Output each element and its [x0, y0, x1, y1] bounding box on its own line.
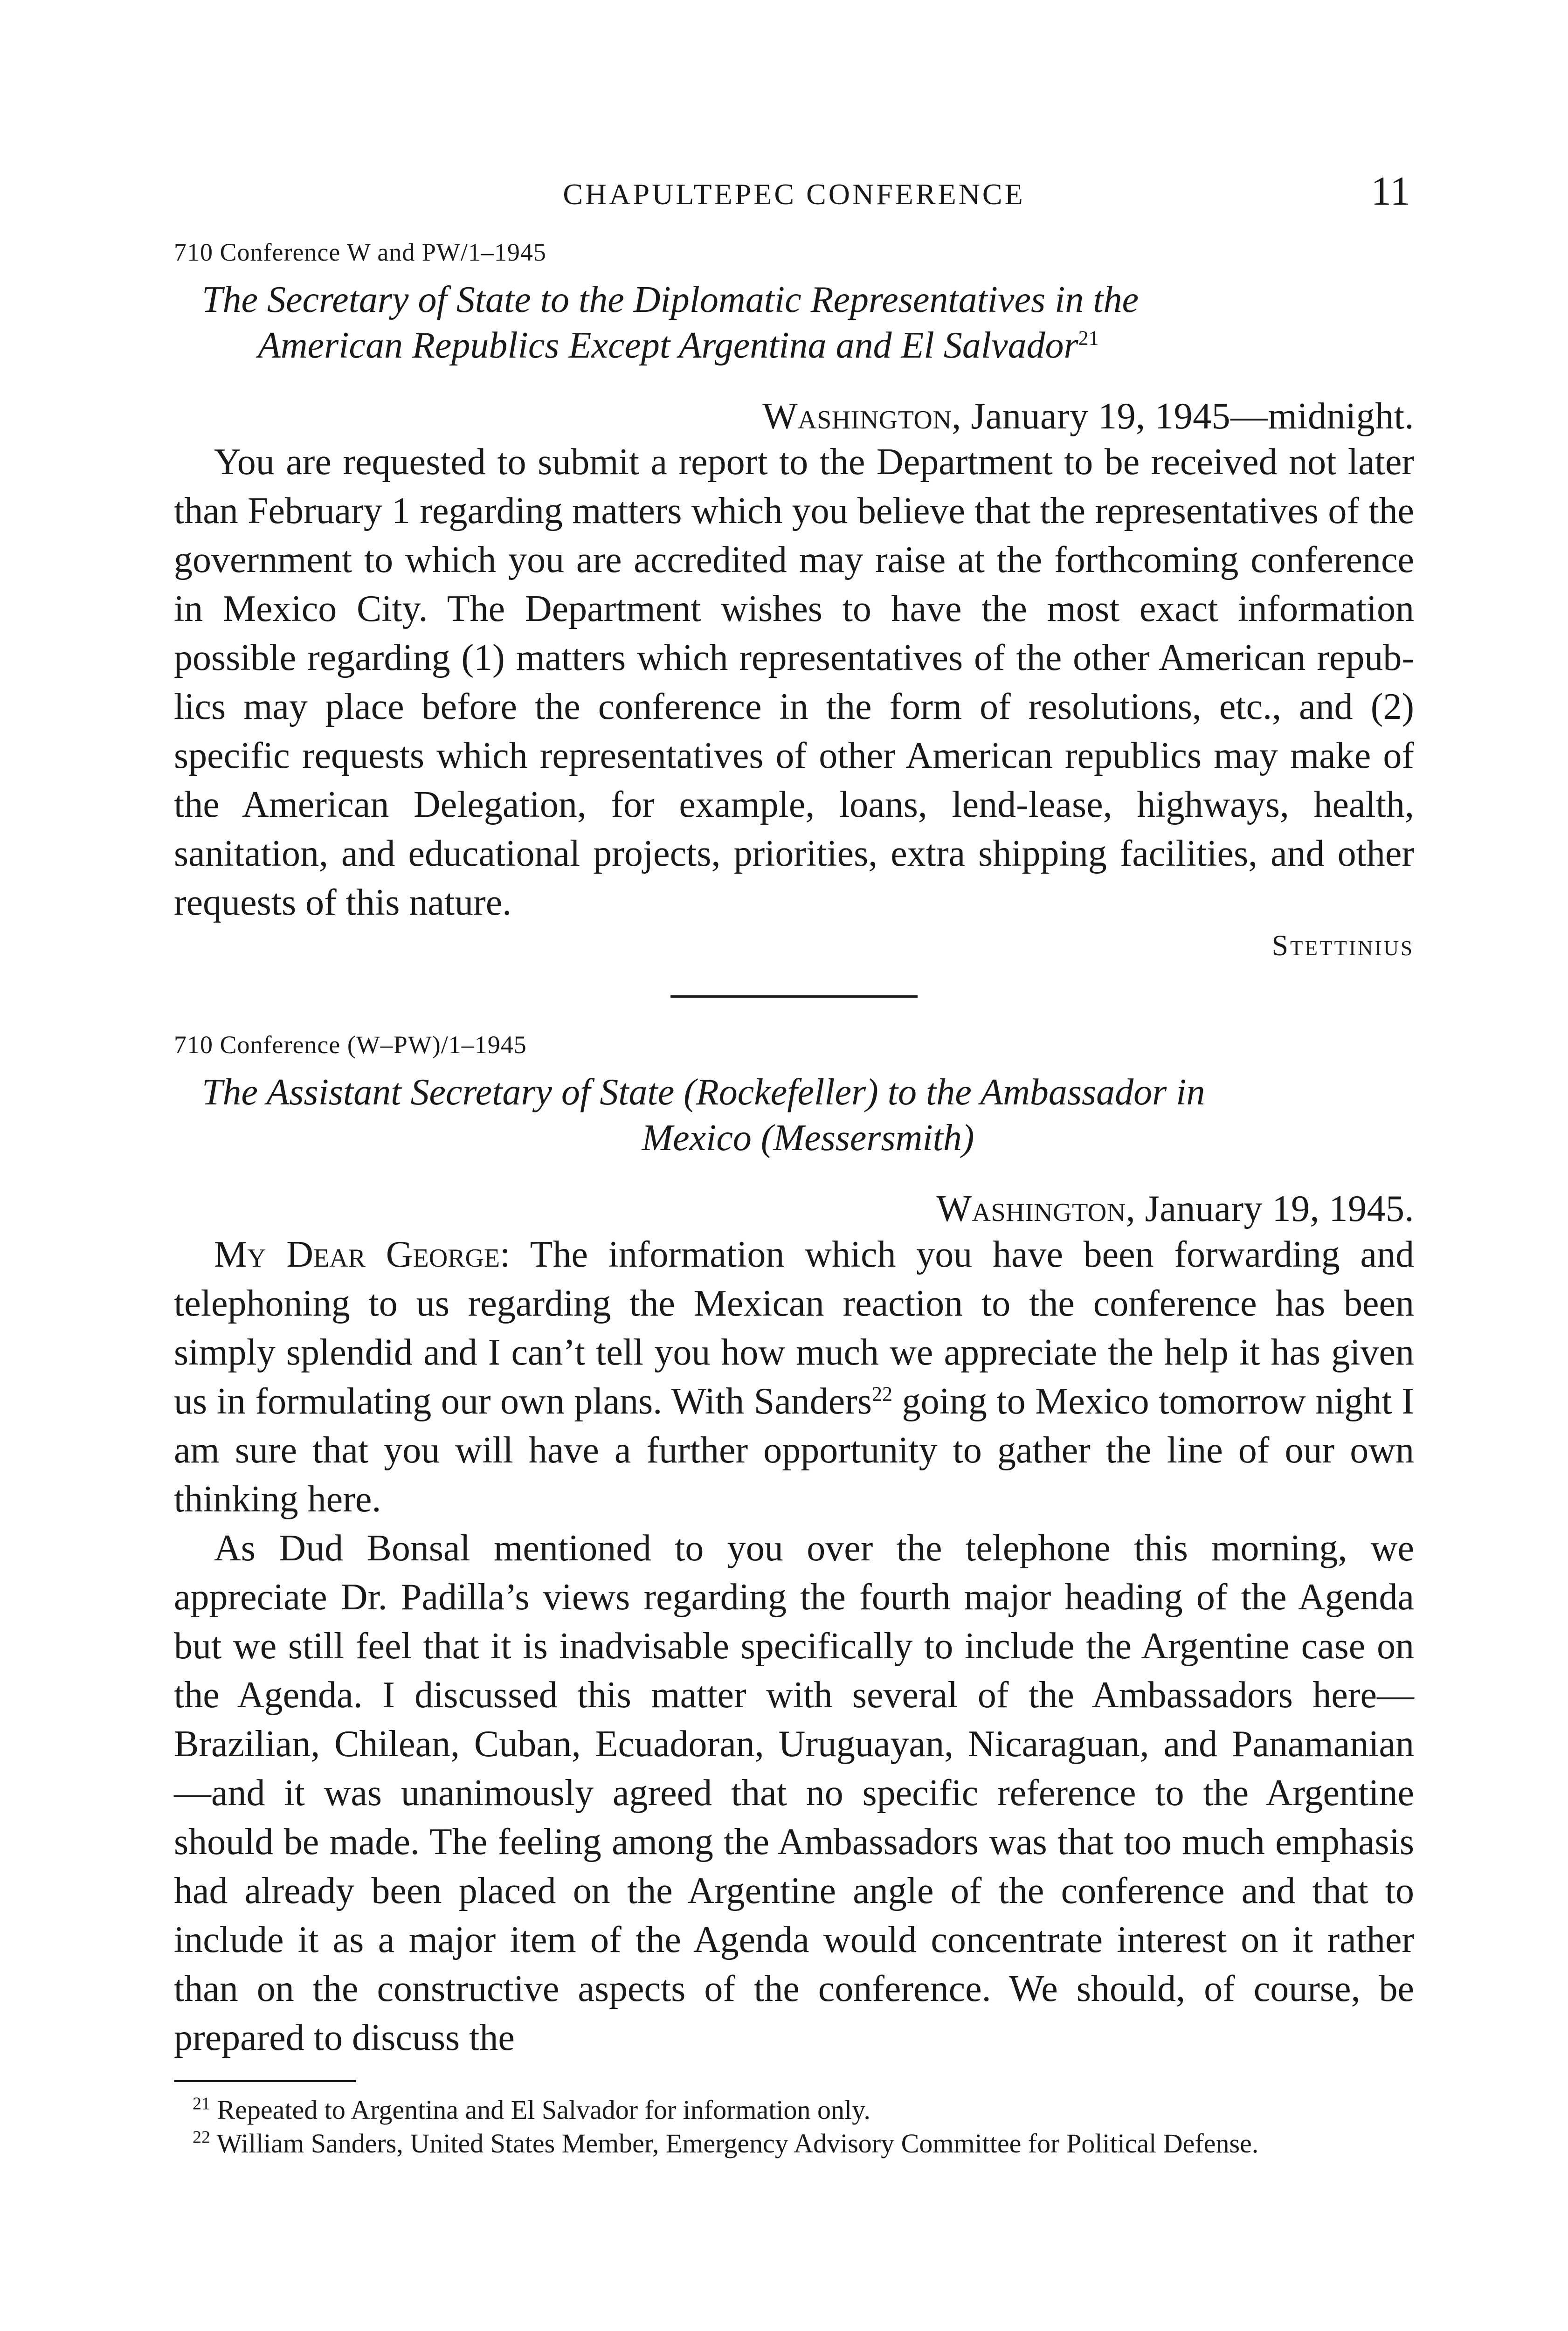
- footnote-number: 22: [193, 2127, 210, 2147]
- dateline: [174, 1188, 1414, 1230]
- dateline-place: Washington: [936, 1188, 1126, 1229]
- dateline-date: , January 19, 1945.: [1126, 1188, 1414, 1229]
- title-line-2-text: American Republics Except Argentina and El Salvador: [258, 325, 1078, 366]
- title-line-1: The Secretary of State to the Diplomatic Representatives in the: [202, 279, 1139, 320]
- title-line-2: Mexico (Messersmith): [642, 1117, 974, 1159]
- page-number: 11: [1371, 169, 1410, 214]
- footnote-divider: [174, 2080, 356, 2082]
- footnote-text: William Sanders, United States Member, Emergency Advisory Committee for Political Defense.: [210, 2128, 1259, 2159]
- paragraph-text: : The information which you have been forwarding and telephoning to us regarding the Mexican reaction to the conference has been simply splendid and I can’t tell you how much we appreciate the help it has given us in formulating our own plans. With Sanders: [174, 1234, 1414, 1422]
- document-title: [174, 1069, 1414, 1161]
- document-title: [174, 277, 1414, 368]
- file-reference: 710 Conference W and PW/1–1945: [174, 238, 546, 266]
- file-reference: 710 Conference (W–PW)/1–1945: [174, 1031, 527, 1059]
- footnote: [174, 2127, 1414, 2160]
- document-1: [174, 238, 1414, 963]
- signature: Stettinius: [1271, 929, 1414, 962]
- footnote-number: 21: [193, 2094, 210, 2114]
- paragraph-text-end: going to Mexico tomorrow night I am sure that you will have a further opportunity to gather the line of our own thinking here.: [174, 1381, 1414, 1520]
- footnote-marker: 22: [872, 1382, 893, 1406]
- footnote-text: Repeated to Argentina and El Salvador for information only.: [210, 2095, 870, 2125]
- title-line-2: [202, 323, 1414, 368]
- dateline: [174, 395, 1414, 438]
- footnote-marker: 21: [1078, 326, 1099, 350]
- document-2: [174, 1030, 1414, 2062]
- dateline-date: , January 19, 1945—midnight.: [952, 396, 1414, 437]
- page: [174, 168, 1414, 2160]
- footnotes: [174, 2093, 1414, 2160]
- running-title: CHAPULTEPEC CONFERENCE: [563, 178, 1025, 211]
- body-paragraph: [174, 1230, 1414, 1524]
- dateline-place: Washington: [762, 396, 952, 437]
- salutation: My Dear George: [214, 1234, 500, 1275]
- title-line-1: The Assistant Secretary of State (Rockefeller) to the Ambassador in: [202, 1072, 1205, 1113]
- section-divider: [670, 995, 918, 998]
- footnote: [174, 2093, 1414, 2127]
- running-head: [174, 168, 1414, 219]
- body-paragraph: You are requested to submit a report to the Department to be received not later than February 1 regarding matters which you believe that the representatives of the government to which you are accredited may raise at the forthcoming conference in Mexico City. The Department wishes to have the most exact information possible regarding (1) matters which representatives of the other American republics may place before the conference in the form of resolutions, etc., and (2) specific requests which representatives of other American republics may make of the American Delegation, for example, loans, lend-lease, highways, health, sanitation, and educational projects, priorities, extra shipping facilities, and other requests of this nature.: [174, 441, 1414, 923]
- body-paragraph: As Dud Bonsal mentioned to you over the telephone this morning, we appreciate Dr. Padilla’s views regarding the fourth major heading of the Agenda but we still feel that it is inadvisable specifically to include the Argentine case on the Agenda. I discussed this matter with several of the Ambassadors here—Brazilian, Chilean, Cuban, Ecuadoran, Uruguayan, Nicaraguan, and Panamanian—and it was unanimously agreed that no specific reference to the Argentine should be made. The feeling among the Ambassadors was that too much emphasis had already been placed on the Argentine angle of the conference and that to include it as a major item of the Agenda would concentrate interest on it rather than on the constructive aspects of the conference. We should, of course, be prepared to discuss the: [174, 1528, 1414, 2058]
